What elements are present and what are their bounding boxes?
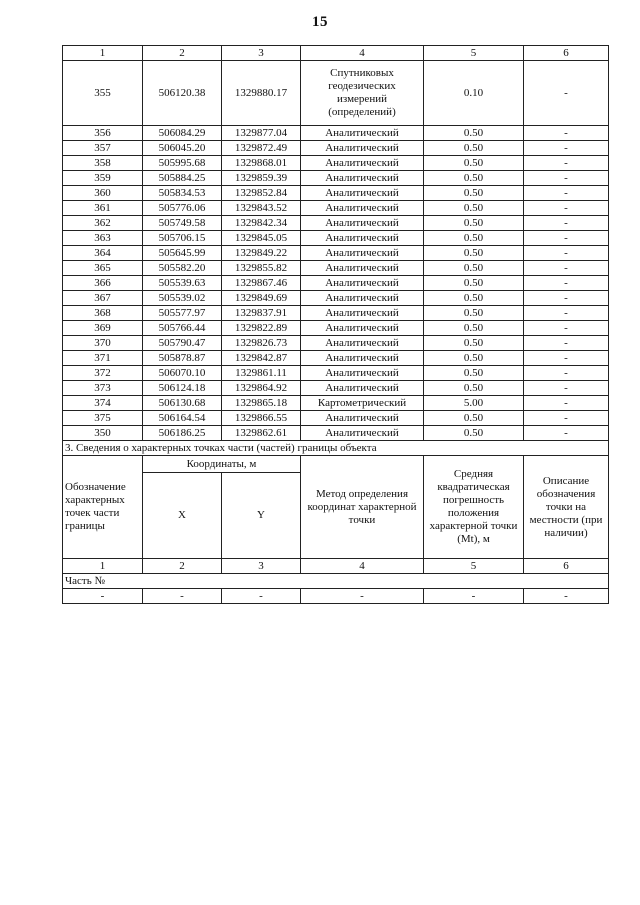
table-cell: 360: [63, 186, 143, 201]
method-header: Метод определения координат характерной точки: [301, 456, 424, 559]
part-row: [63, 574, 609, 589]
table-cell: -: [524, 216, 609, 231]
table-cell: 1329843.52: [222, 201, 301, 216]
table-row: [63, 276, 609, 291]
table-cell: Аналитический: [301, 381, 424, 396]
table-row: [63, 426, 609, 441]
column-number: 4: [301, 559, 424, 574]
table-cell: 1329837.91: [222, 306, 301, 321]
table-row: [63, 411, 609, 426]
table-cell: 1329849.69: [222, 291, 301, 306]
coordinates-header: Координаты, м: [143, 456, 301, 473]
table-cell: 0.50: [424, 156, 524, 171]
table-cell: Аналитический: [301, 126, 424, 141]
table-cell: 1329872.49: [222, 141, 301, 156]
table-cell: 0.50: [424, 381, 524, 396]
table-cell: -: [63, 589, 143, 604]
table-cell: 505878.87: [143, 351, 222, 366]
table-row: [63, 156, 609, 171]
table-cell: 0.50: [424, 306, 524, 321]
table-cell: -: [524, 396, 609, 411]
table-row: [63, 396, 609, 411]
part-label: Часть №: [63, 574, 609, 589]
table-cell: 372: [63, 366, 143, 381]
table-row: [63, 141, 609, 156]
error-header: Средняя квадратическая погрешность положения характерной точки (Mt), м: [424, 456, 524, 559]
table-cell: 1329866.55: [222, 411, 301, 426]
table-cell: 0.50: [424, 411, 524, 426]
table-cell: -: [301, 589, 424, 604]
table-cell: 362: [63, 216, 143, 231]
table-cell: 0.10: [424, 61, 524, 126]
table-cell: -: [424, 589, 524, 604]
table-cell: -: [524, 246, 609, 261]
table-cell: 506130.68: [143, 396, 222, 411]
column-number-row: [63, 46, 609, 61]
table-cell: Аналитический: [301, 276, 424, 291]
table-cell: -: [524, 291, 609, 306]
table-cell: -: [524, 321, 609, 336]
table-cell: 368: [63, 306, 143, 321]
table-cell: Аналитический: [301, 246, 424, 261]
table-cell: 0.50: [424, 291, 524, 306]
page-number: 15: [312, 14, 328, 30]
table-cell: 350: [63, 426, 143, 441]
table-cell: -: [524, 126, 609, 141]
table-cell: 0.50: [424, 261, 524, 276]
empty-data-row: [63, 589, 609, 604]
table-cell: 1329842.34: [222, 216, 301, 231]
table-cell: 373: [63, 381, 143, 396]
table-cell: 5.00: [424, 396, 524, 411]
table-cell: -: [222, 589, 301, 604]
table-cell: 1329859.39: [222, 171, 301, 186]
table-cell: Аналитический: [301, 216, 424, 231]
column-number: 1: [63, 46, 143, 61]
table-cell: 0.50: [424, 201, 524, 216]
table-cell: -: [524, 411, 609, 426]
table-cell: -: [524, 61, 609, 126]
table-cell: 357: [63, 141, 143, 156]
table-cell: 1329877.04: [222, 126, 301, 141]
column-number: 6: [524, 46, 609, 61]
table-cell: 0.50: [424, 171, 524, 186]
table-cell: Аналитический: [301, 306, 424, 321]
column-number: 5: [424, 46, 524, 61]
table-cell: 1329868.01: [222, 156, 301, 171]
table-cell: -: [524, 186, 609, 201]
description-header: Описание обозначения точки на местности (при наличии): [524, 456, 609, 559]
table-cell: -: [524, 351, 609, 366]
table-cell: 505539.02: [143, 291, 222, 306]
table-cell: 1329862.61: [222, 426, 301, 441]
table-row: [63, 231, 609, 246]
table-cell: Аналитический: [301, 426, 424, 441]
table-row: [63, 306, 609, 321]
table-cell: 0.50: [424, 126, 524, 141]
table-row: [63, 351, 609, 366]
table-cell: Аналитический: [301, 321, 424, 336]
table-cell: Аналитический: [301, 186, 424, 201]
table-cell: Аналитический: [301, 366, 424, 381]
table-cell: 0.50: [424, 351, 524, 366]
table-cell: Картометрический: [301, 396, 424, 411]
table-cell: -: [524, 381, 609, 396]
table-cell: Аналитический: [301, 156, 424, 171]
column-number: 2: [143, 559, 222, 574]
column-number: 2: [143, 46, 222, 61]
table-cell: -: [524, 156, 609, 171]
table-cell: 505834.53: [143, 186, 222, 201]
table-cell: 505539.63: [143, 276, 222, 291]
table-cell: 506045.20: [143, 141, 222, 156]
table-cell: 1329855.82: [222, 261, 301, 276]
y-header: Y: [222, 473, 301, 559]
table-cell: -: [524, 336, 609, 351]
table-cell: 505749.58: [143, 216, 222, 231]
table-row: [63, 216, 609, 231]
table-row: [63, 291, 609, 306]
table-row: [63, 186, 609, 201]
table-cell: -: [524, 426, 609, 441]
table-cell: 506084.29: [143, 126, 222, 141]
table-cell: Аналитический: [301, 231, 424, 246]
table-cell: 506070.10: [143, 366, 222, 381]
table-cell: -: [524, 201, 609, 216]
table-row: [63, 366, 609, 381]
table-cell: -: [524, 141, 609, 156]
table-cell: Спутниковых геодезических измерений (определений): [301, 61, 424, 126]
table-cell: 505995.68: [143, 156, 222, 171]
table-cell: 505884.25: [143, 171, 222, 186]
section-title: 3. Сведения о характерных точках части (частей) границы объекта: [63, 441, 609, 456]
section-title-row: [63, 441, 609, 456]
section-column-number-row: [63, 559, 609, 574]
designation-header: Обозначение характерных точек части границы: [63, 456, 143, 559]
table-cell: -: [524, 171, 609, 186]
table-row: [63, 336, 609, 351]
table-cell: 1329845.05: [222, 231, 301, 246]
table-cell: 0.50: [424, 336, 524, 351]
table-cell: 1329861.11: [222, 366, 301, 381]
table-cell: Аналитический: [301, 336, 424, 351]
table-row: [63, 261, 609, 276]
table-cell: 356: [63, 126, 143, 141]
table-cell: Аналитический: [301, 291, 424, 306]
table-cell: 0.50: [424, 231, 524, 246]
table-cell: 359: [63, 171, 143, 186]
table-cell: 505776.06: [143, 201, 222, 216]
column-number: 3: [222, 559, 301, 574]
table-cell: 1329864.92: [222, 381, 301, 396]
table-cell: -: [524, 261, 609, 276]
table-row: [63, 246, 609, 261]
table-cell: 505706.15: [143, 231, 222, 246]
table-row: [63, 381, 609, 396]
table-cell: -: [524, 589, 609, 604]
table-cell: 0.50: [424, 186, 524, 201]
table-cell: Аналитический: [301, 261, 424, 276]
table-cell: 1329826.73: [222, 336, 301, 351]
section-header-row: [63, 456, 609, 473]
table-cell: 365: [63, 261, 143, 276]
table-row: [63, 201, 609, 216]
table-cell: 0.50: [424, 426, 524, 441]
table-cell: Аналитический: [301, 141, 424, 156]
table-cell: -: [524, 276, 609, 291]
table-cell: -: [524, 366, 609, 381]
table-cell: Аналитический: [301, 201, 424, 216]
column-number: 4: [301, 46, 424, 61]
table-cell: Аналитический: [301, 351, 424, 366]
table-cell: 0.50: [424, 246, 524, 261]
table-cell: 358: [63, 156, 143, 171]
boundary-points-table: [62, 45, 609, 604]
table-cell: 506186.25: [143, 426, 222, 441]
table-row: [63, 321, 609, 336]
table-cell: Аналитический: [301, 411, 424, 426]
table-cell: 505766.44: [143, 321, 222, 336]
table-cell: 505645.99: [143, 246, 222, 261]
table-cell: 1329880.17: [222, 61, 301, 126]
table-cell: 0.50: [424, 321, 524, 336]
table-cell: 0.50: [424, 276, 524, 291]
table-cell: 505582.20: [143, 261, 222, 276]
column-number: 1: [63, 559, 143, 574]
table-cell: 1329852.84: [222, 186, 301, 201]
x-header: X: [143, 473, 222, 559]
table-cell: -: [524, 231, 609, 246]
column-number: 3: [222, 46, 301, 61]
table-cell: 375: [63, 411, 143, 426]
table-cell: 506120.38: [143, 61, 222, 126]
table-cell: Аналитический: [301, 171, 424, 186]
table-cell: -: [143, 589, 222, 604]
table-cell: 361: [63, 201, 143, 216]
table-cell: 0.50: [424, 216, 524, 231]
table-cell: 364: [63, 246, 143, 261]
table-cell: 363: [63, 231, 143, 246]
table-row: [63, 61, 609, 126]
table-cell: 0.50: [424, 366, 524, 381]
table-cell: 1329822.89: [222, 321, 301, 336]
table-cell: 370: [63, 336, 143, 351]
table-cell: 0.50: [424, 141, 524, 156]
column-number: 6: [524, 559, 609, 574]
table-cell: 367: [63, 291, 143, 306]
table-cell: 505577.97: [143, 306, 222, 321]
table-cell: 506164.54: [143, 411, 222, 426]
table-cell: 366: [63, 276, 143, 291]
table-cell: 1329867.46: [222, 276, 301, 291]
column-number: 5: [424, 559, 524, 574]
table-row: [63, 126, 609, 141]
table-row: [63, 171, 609, 186]
table-cell: 371: [63, 351, 143, 366]
table-cell: 1329865.18: [222, 396, 301, 411]
table-cell: 1329842.87: [222, 351, 301, 366]
table-cell: -: [524, 306, 609, 321]
table-cell: 355: [63, 61, 143, 126]
table-cell: 369: [63, 321, 143, 336]
table-cell: 1329849.22: [222, 246, 301, 261]
table-cell: 505790.47: [143, 336, 222, 351]
table-cell: 374: [63, 396, 143, 411]
table-cell: 506124.18: [143, 381, 222, 396]
